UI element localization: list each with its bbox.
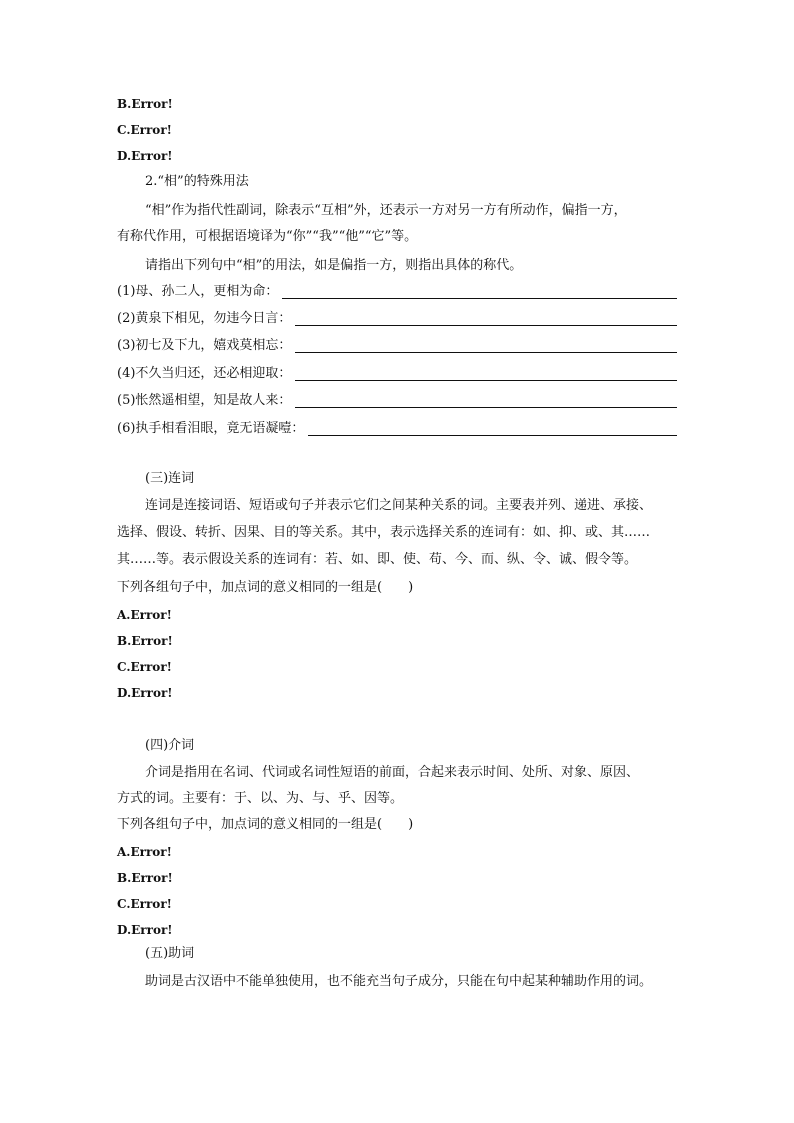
paragraph: 有称代作用，可根据语境译为“你”“我”“他”“它”等。 — [117, 229, 418, 244]
question-text: (2)黄泉下相见，勿违今日言： — [117, 311, 292, 326]
answer-blank[interactable] — [295, 325, 677, 326]
question-text: (1)母、孙二人，更相为命： — [117, 284, 279, 299]
question: 下列各组句子中，加点词的意义相同的一组是( ) — [117, 580, 414, 595]
option-b: B.Error! — [117, 634, 173, 648]
fill-in-question — [117, 337, 677, 355]
answer-blank[interactable] — [295, 407, 677, 408]
section-heading: (四)介词 — [145, 738, 195, 753]
fill-in-question — [117, 365, 677, 383]
question-text: (3)初七及下九，嬉戏莫相忘： — [117, 338, 292, 353]
option-d: D.Error! — [117, 686, 173, 700]
section-heading: (五)助词 — [145, 946, 195, 961]
section-heading: (三)连词 — [145, 471, 195, 486]
question-text: (5)怅然遥相望，知是故人来： — [117, 393, 292, 408]
fill-in-question — [117, 283, 677, 301]
paragraph: 方式的词。主要有：于、以、为、与、乎、因等。 — [117, 791, 404, 806]
fill-in-question — [117, 420, 677, 438]
paragraph: 介词是指用在名词、代词或名词性短语的前面，合起来表示时间、处所、对象、原因、 — [145, 765, 640, 780]
answer-blank[interactable] — [282, 298, 677, 299]
option-b: B.Error! — [117, 871, 173, 885]
instruction: 请指出下列句中“相”的用法，如是偏指一方，则指出具体的称代。 — [145, 258, 523, 273]
option-a: A.Error! — [117, 845, 172, 859]
option-c: C.Error! — [117, 897, 172, 911]
answer-blank[interactable] — [295, 352, 677, 353]
option-a: A.Error! — [117, 608, 172, 622]
paragraph: 连词是连接词语、短语或句子并表示它们之间某种关系的词。主要表并列、递进、承接、 — [145, 498, 653, 513]
answer-blank[interactable] — [308, 435, 677, 436]
option-d: D.Error! — [117, 923, 173, 937]
question: 下列各组句子中，加点词的意义相同的一组是( ) — [117, 817, 414, 832]
answer-blank[interactable] — [295, 380, 677, 381]
fill-in-question — [117, 392, 677, 410]
paragraph: 助词是古汉语中不能单独使用，也不能充当句子成分，只能在句中起某种辅助作用的词。 — [145, 974, 653, 989]
fill-in-question — [117, 310, 677, 328]
paragraph: 其……等。表示假设关系的连词有：若、如、即、使、苟、今、而、纵、令、诚、假令等。 — [117, 552, 638, 567]
option-c: C.Error! — [117, 660, 172, 674]
option-c: C.Error! — [117, 123, 172, 137]
question-text: (4)不久当归还，还必相迎取： — [117, 366, 292, 381]
question-text: (6)执手相看泪眼，竟无语凝噎： — [117, 421, 305, 436]
paragraph: “相”作为指代性副词，除表示“互相”外，还表示一方对另一方有所动作，偏指一方， — [145, 203, 627, 218]
section-heading: 2.“相”的特殊用法 — [145, 174, 249, 189]
option-b: B.Error! — [117, 97, 173, 111]
option-d: D.Error! — [117, 149, 173, 163]
paragraph: 选择、假设、转折、因果、目的等关系。其中，表示选择关系的连词有：如、抑、或、其…… — [117, 525, 651, 540]
